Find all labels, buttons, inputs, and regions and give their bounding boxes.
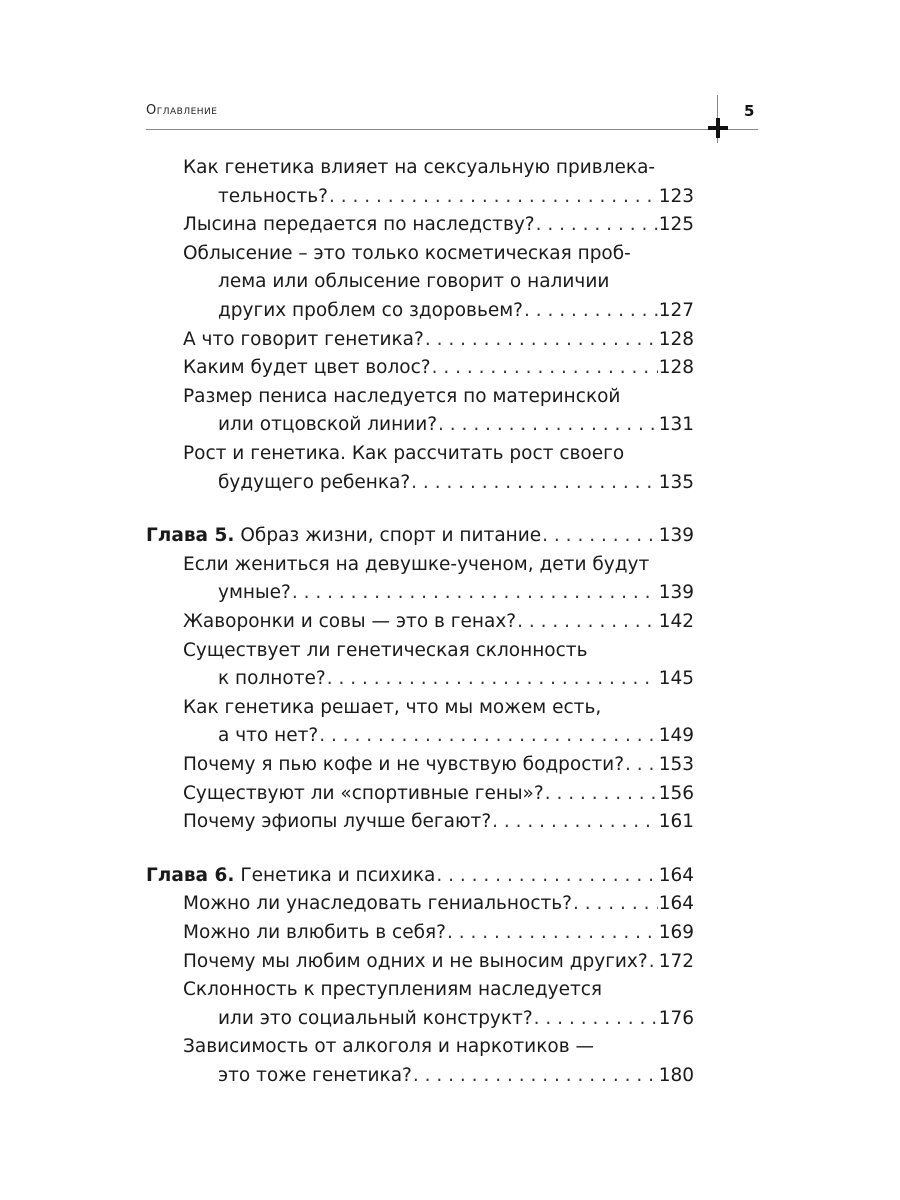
toc-entry-line: Как генетика решает, что мы можем есть,: [183, 696, 602, 718]
toc-entry: [183, 780, 694, 807]
header-rule: [146, 129, 758, 130]
toc-page-number: 164: [658, 893, 694, 915]
toc-entry-line: Облысение – это только косметическая проб-: [183, 242, 631, 264]
toc-entry-line: Если жениться на девушке-ученом, дети будут: [183, 553, 650, 575]
toc-page-number: 161: [658, 811, 694, 833]
toc-page-number: 135: [658, 471, 694, 493]
toc-entry-line: лема или облысение говорит о наличии: [218, 271, 610, 293]
toc-page-number: 128: [658, 328, 694, 350]
toc-page-number: 153: [658, 754, 694, 775]
dot-leader: [329, 183, 658, 210]
toc-page-number: 131: [658, 414, 694, 436]
toc-entry-title: Генетика и психика: [240, 864, 436, 886]
chapter-label: Глава 5.: [146, 525, 235, 547]
dot-leader: [292, 579, 658, 606]
toc-page-number: 139: [658, 582, 694, 604]
toc-entry: [183, 890, 694, 917]
toc-entry-title: Образ жизни, спорт и питание: [240, 525, 542, 547]
toc-page-number: 164: [658, 864, 694, 886]
toc-entry: [183, 608, 694, 635]
toc-entry-title: тельность?: [218, 185, 328, 207]
toc-entry: [183, 919, 694, 946]
toc-page-number: 176: [658, 1007, 694, 1029]
toc-entry: [218, 411, 694, 438]
toc-page-number: 127: [658, 300, 694, 321]
toc-entry: [218, 579, 694, 606]
toc-entry: [218, 1005, 694, 1032]
dot-leader: [524, 297, 658, 324]
toc-page-number: 169: [658, 922, 694, 943]
toc-entry: [183, 326, 694, 353]
toc-entry-title: Почему эфиопы лучше бегают?: [183, 811, 492, 833]
toc-entry-line: Как генетика влияет на сексуальную привлека-: [183, 157, 656, 178]
toc-entry-title: Можно ли унаследовать гениальность?: [183, 893, 573, 915]
toc-entry: [218, 469, 694, 496]
toc-entry-line: Рост и генетика. Как рассчитать рост своего: [183, 443, 625, 464]
dot-leader: [413, 1062, 658, 1089]
toc-entry: [183, 808, 694, 835]
toc-page-number: 128: [658, 357, 694, 379]
toc-entry-title: будущего ребенка?: [218, 471, 411, 493]
toc-entry: [218, 183, 694, 210]
toc-page-number: 172: [658, 950, 694, 972]
toc-page-number: 125: [658, 214, 694, 236]
dot-leader: [432, 354, 658, 381]
dot-leader: [319, 722, 657, 749]
toc-entry-title: Каким будет цвет волос?: [183, 357, 431, 379]
toc-entry-title: А что говорит генетика?: [183, 328, 424, 350]
toc-page-number: 139: [658, 525, 694, 547]
toc-page-number: 156: [658, 782, 694, 804]
toc-entry-title: к полноте?: [218, 668, 326, 690]
toc-entry-title: других проблем со здоровьем?: [218, 300, 524, 321]
dot-leader: [436, 862, 657, 889]
toc-page-number: 149: [658, 725, 694, 747]
toc-entry: [218, 722, 694, 749]
toc-entry-title: Почему я пью кофе и не чувствую бодрости?: [183, 754, 625, 775]
toc-entry-title: Существуют ли «спортивные гены»?: [183, 782, 544, 804]
dot-leader: [438, 411, 658, 438]
toc-entry-title: Лысина передается по наследству?: [183, 214, 535, 236]
toc-entry-title: или это социальный конструкт?: [218, 1007, 533, 1029]
toc-entry: [183, 211, 694, 238]
toc-page-number: 123: [658, 185, 694, 207]
chapter-heading: [146, 862, 694, 889]
toc-entry: [218, 1062, 694, 1089]
toc-entry-title: или отцовской линии?: [218, 414, 438, 436]
toc-entry-line: Существует ли генетическая склонность: [183, 639, 588, 661]
toc-entry-line: Размер пениса наследуется по материнской: [183, 385, 621, 407]
dot-leader: [411, 469, 658, 496]
toc-page-number: 145: [658, 668, 694, 690]
toc-entry-title: это тоже генетика?: [218, 1065, 412, 1086]
toc-entry-line: Склонность к преступлениям наследуется: [183, 979, 603, 1001]
toc-page-number: 180: [658, 1065, 694, 1086]
dot-leader: [536, 211, 658, 238]
crop-mark-icon: [703, 113, 733, 143]
toc-entry: [218, 297, 694, 324]
toc-entry-title: Жаворонки и совы — это в генах?: [183, 611, 517, 632]
toc-entry-title: умные?: [218, 582, 291, 604]
dot-leader: [534, 1005, 658, 1032]
chapter-label: Глава 6.: [146, 864, 235, 886]
dot-leader: [649, 948, 658, 975]
dot-leader: [517, 608, 658, 635]
toc-page-number: 142: [658, 611, 694, 632]
dot-leader: [447, 919, 658, 946]
toc-entry-title: а что нет?: [218, 725, 319, 747]
toc-entry: [183, 948, 694, 975]
dot-leader: [327, 665, 658, 692]
toc-entry: [183, 751, 694, 778]
toc-entry-line: Зависимость от алкоголя и наркотиков —: [183, 1036, 594, 1058]
toc-entry: [183, 354, 694, 381]
dot-leader: [573, 890, 658, 917]
page-number: 5: [744, 102, 755, 120]
running-head: Оглавление: [146, 103, 218, 118]
dot-leader: [545, 780, 658, 807]
dot-leader: [492, 808, 658, 835]
dot-leader: [542, 522, 658, 549]
toc-entry: [218, 665, 694, 692]
dot-leader: [625, 751, 658, 778]
toc-entry-title: Можно ли влюбить в себя?: [183, 922, 446, 943]
toc-entry-title: Почему мы любим одних и не выносим других?: [183, 950, 648, 972]
dot-leader: [425, 326, 658, 353]
chapter-heading: [146, 522, 694, 549]
